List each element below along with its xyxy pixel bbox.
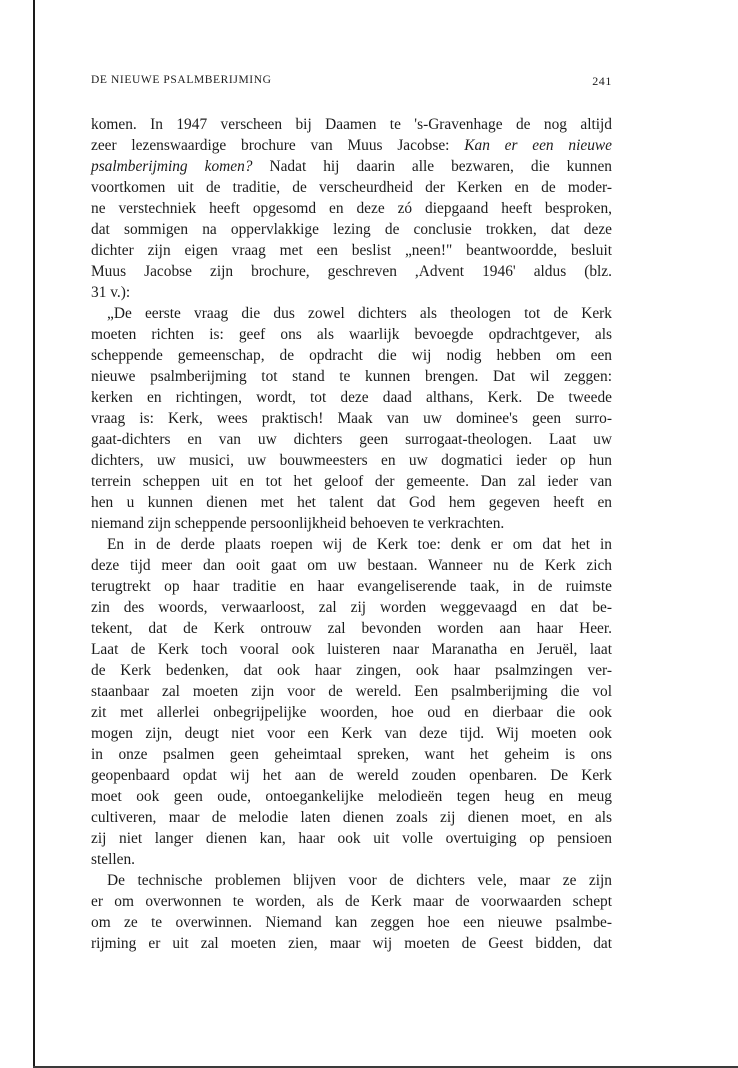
line-text: scheppende gemeenschap, de opdracht die wij nodig hebben om een xyxy=(91,347,612,364)
line-text: om ze te overwinnen. Niemand kan zeggen hoe een nieuwe psalmbe- xyxy=(91,914,612,931)
text-line xyxy=(91,282,612,303)
text-line xyxy=(91,156,612,177)
text-line xyxy=(91,198,612,219)
text-line xyxy=(91,135,612,156)
line-text: hen u kunnen dienen met het talent dat God hem gegeven heeft en xyxy=(91,494,612,511)
line-text: zij niet langer dienen kan, haar ook uit volle overtuiging op pensioen xyxy=(91,830,612,847)
text-line xyxy=(91,576,612,597)
text-line xyxy=(91,618,612,639)
text-line xyxy=(91,429,612,450)
page-number: 241 xyxy=(592,74,612,88)
line-text: tekent, dat de Kerk ontrouw zal bevonden worden aan haar Heer. xyxy=(91,620,612,637)
text-line xyxy=(91,933,612,954)
line-text: moeten richten is: geef ons als waarlijk bevoegde opdrachtgever, als xyxy=(91,326,612,343)
text-line xyxy=(91,534,612,555)
line-text: voortkomen uit de traditie, de verscheurdheid der Kerken en de moder- xyxy=(91,179,612,196)
line-text: deze tijd meer dan ooit gaat om uw bestaan. Wanneer nu de Kerk zich xyxy=(91,557,612,574)
text-line xyxy=(91,513,612,534)
line-text: De technische problemen blijven voor de dichters vele, maar ze zijn xyxy=(107,872,612,889)
line-text: komen. In 1947 verscheen bij Daamen te 's-Gravenhage de nog altijd xyxy=(91,116,612,133)
line-text: zeer lezenswaardige brochure van Muus Jacobse: xyxy=(91,137,465,154)
running-header xyxy=(91,74,612,90)
text-line xyxy=(91,807,612,828)
text-line xyxy=(91,345,612,366)
line-text: kerken en richtingen, wordt, tot deze daad althans, Kerk. De tweede xyxy=(91,389,612,406)
text-line xyxy=(91,555,612,576)
line-text: zin des woords, verwaarloost, zal zij worden weggevaagd en dat be- xyxy=(91,599,612,616)
line-text: moet ook geen oude, ontoegankelijke melodieën tegen heug en meug xyxy=(91,788,612,805)
text-line xyxy=(91,366,612,387)
line-text: dat sommigen na oppervlakkige lezing de conclusie trokken, dat deze xyxy=(91,221,612,238)
line-text: ne verstechniek heeft opgesomd en deze zó diepgaand heeft besproken, xyxy=(91,200,612,217)
line-text: dichters, uw musici, uw bouwmeesters en uw dogmatici ieder op hun xyxy=(91,452,612,469)
text-line xyxy=(91,387,612,408)
line-text: 31 v.): xyxy=(91,284,131,301)
text-line xyxy=(91,471,612,492)
text-line xyxy=(91,786,612,807)
text-line xyxy=(91,891,612,912)
line-text: nieuwe psalmberijming tot stand te kunnen brengen. Dat wil zeggen: xyxy=(91,368,612,385)
line-text: Nadat hij daarin alle bezwaren, die kunnen xyxy=(252,158,612,175)
text-line xyxy=(91,408,612,429)
line-text: gaat-dichters en van uw dichters geen surrogaat-theologen. Laat uw xyxy=(91,431,612,448)
text-line xyxy=(91,450,612,471)
text-line xyxy=(91,597,612,618)
line-text: zit met allerlei onbegrijpelijke woorden, hoe oud en dierbaar die ook xyxy=(91,704,612,721)
text-line xyxy=(91,681,612,702)
line-text: er om overwonnen te worden, als de Kerk maar de voorwaarden schept xyxy=(91,893,612,910)
line-text: de Kerk bedenken, dat ook haar zingen, ook haar psalmzingen ver- xyxy=(91,662,612,679)
text-line xyxy=(91,744,612,765)
text-line xyxy=(91,912,612,933)
line-text: rijming er uit zal moeten zien, maar wij moeten de Geest bidden, dat xyxy=(91,935,612,952)
text-line xyxy=(91,828,612,849)
line-text: cultiveren, maar de melodie laten dienen zoals zij dienen moet, en als xyxy=(91,809,612,826)
text-line xyxy=(91,261,612,282)
line-text: stellen. xyxy=(91,851,136,868)
line-text: „De eerste vraag die dus zowel dichters als theologen tot de Kerk xyxy=(107,305,612,322)
text-line xyxy=(91,114,612,135)
line-text: niemand zijn scheppende persoonlijkheid behoeven te verkrachten. xyxy=(91,515,505,532)
line-text: Laat de Kerk toch vooral ook luisteren naar Maranatha en Jeruël, laat xyxy=(91,641,612,658)
text-line xyxy=(91,303,612,324)
text-line xyxy=(91,219,612,240)
text-line xyxy=(91,492,612,513)
text-line xyxy=(91,240,612,261)
line-text: vraag is: Kerk, wees praktisch! Maak van uw dominee's geen surro- xyxy=(91,410,612,427)
line-text: dichter zijn eigen vraag met een beslist „neen!" beantwoordde, besluit xyxy=(91,242,612,259)
text-line xyxy=(91,723,612,744)
running-title: DE NIEUWE PSALMBERIJMING xyxy=(91,74,272,86)
text-line xyxy=(91,324,612,345)
line-text: terrein scheppen uit en tot het geloof der gemeente. Dan zal ieder van xyxy=(91,473,612,490)
text-line xyxy=(91,660,612,681)
italic-title: psalmberijming komen? xyxy=(91,158,253,175)
book-page xyxy=(91,74,612,954)
line-text: mogen zijn, deugt niet voor een Kerk van deze tijd. Wij moeten ook xyxy=(91,725,612,742)
line-text: Muus Jacobse zijn brochure, geschreven ,Advent 1946' aldus (blz. xyxy=(91,263,612,280)
body-text xyxy=(91,114,612,954)
line-text: staanbaar zal moeten zijn voor de wereld. Een psalmberijming die vol xyxy=(91,683,612,700)
line-text: in onze psalmen geen geheimtaal spreken, want het geheim is ons xyxy=(91,746,612,763)
italic-title: Kan er een nieuwe xyxy=(464,137,612,154)
text-line xyxy=(91,702,612,723)
text-line xyxy=(91,765,612,786)
text-line xyxy=(91,639,612,660)
text-line xyxy=(91,849,612,870)
line-text: terugtrekt op haar traditie en haar evangeliserende taak, in de ruimste xyxy=(91,578,612,595)
text-line xyxy=(91,870,612,891)
line-text: geopenbaard opdat wij het aan de wereld zouden openbaren. De Kerk xyxy=(91,767,612,784)
binding-edge-shadow xyxy=(33,0,35,1068)
text-line xyxy=(91,177,612,198)
line-text: En in de derde plaats roepen wij de Kerk toe: denk er om dat het in xyxy=(107,536,612,553)
